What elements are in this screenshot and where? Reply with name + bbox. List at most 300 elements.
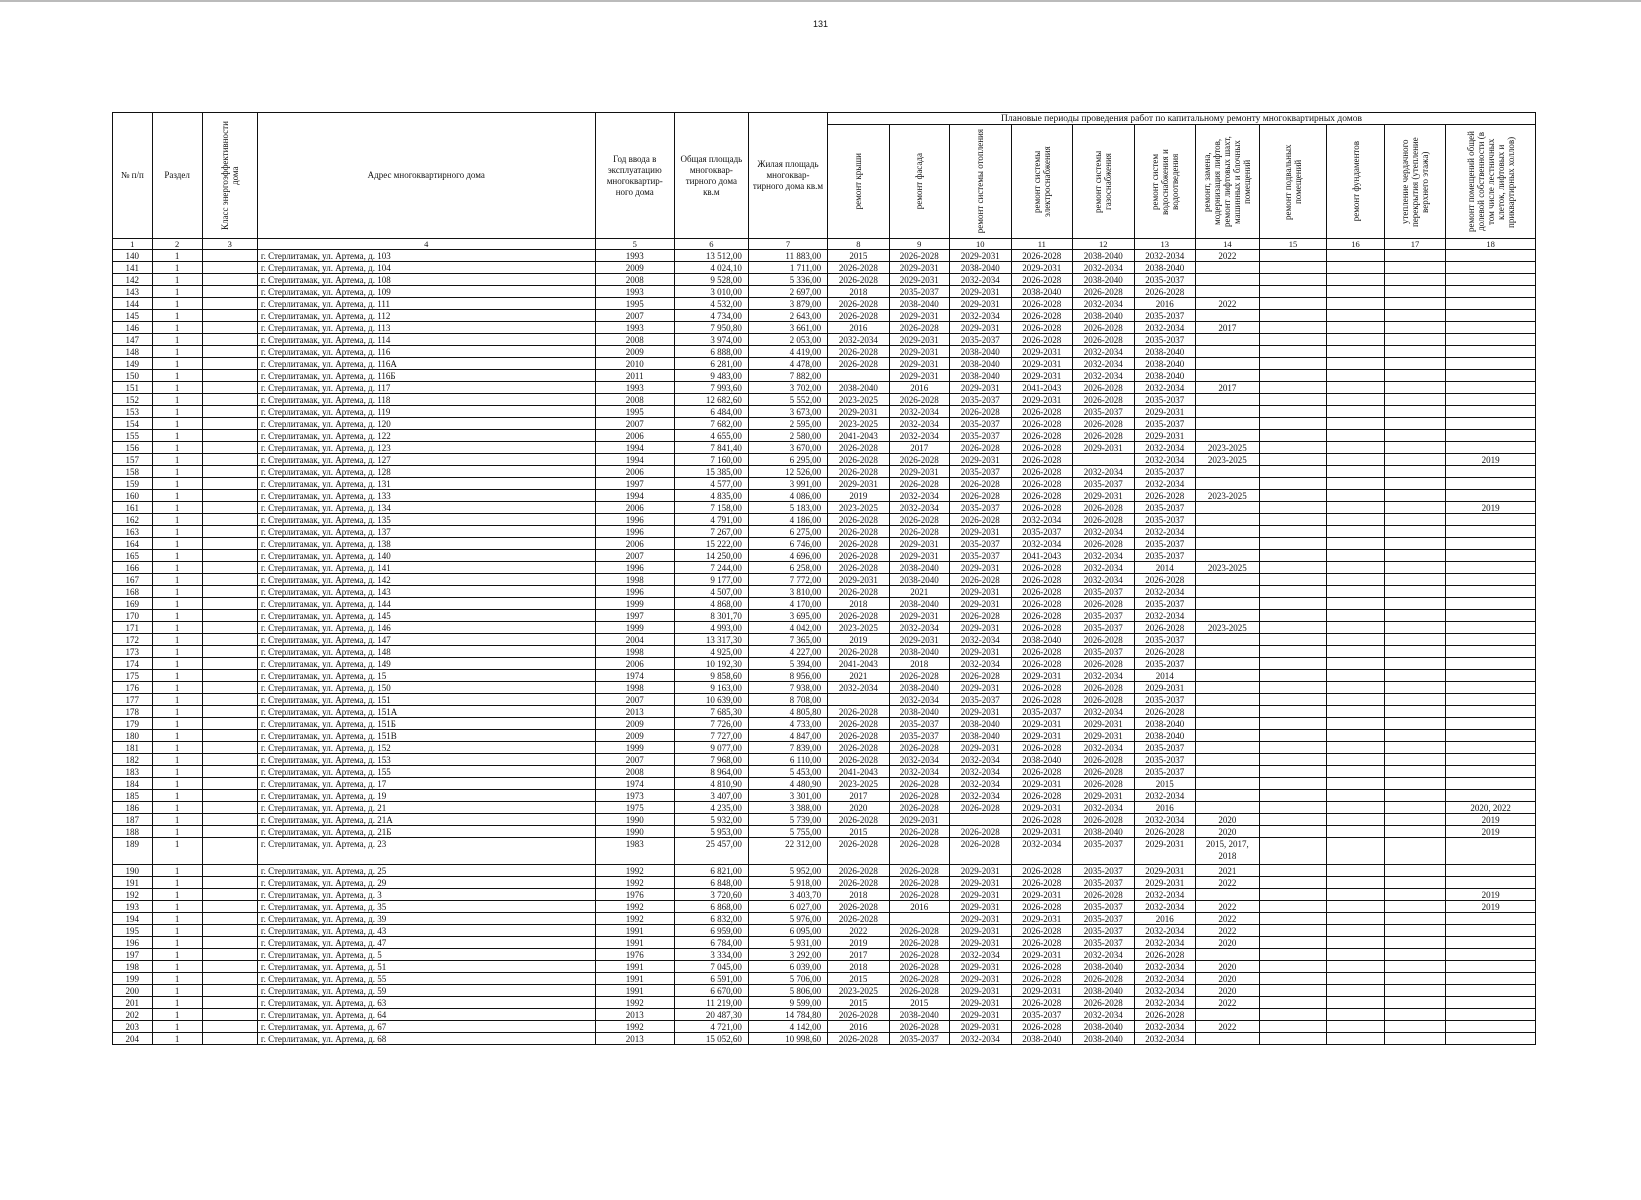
table-cell: 1	[152, 622, 202, 634]
table-cell: 6 848,00	[674, 877, 748, 889]
table-cell: 4 170,00	[748, 598, 827, 610]
table-cell	[202, 838, 257, 865]
table-cell	[1384, 454, 1446, 466]
table-cell: 2029-2031	[950, 901, 1012, 913]
table-cell: 2009	[595, 730, 674, 742]
table-cell	[1384, 394, 1446, 406]
table-cell	[1446, 682, 1536, 694]
table-cell: 1993	[595, 322, 674, 334]
table-cell: 2026-2028	[889, 961, 949, 973]
table-cell: 2026-2028	[1134, 826, 1196, 838]
table-cell	[1259, 358, 1327, 370]
table-cell	[1196, 538, 1260, 550]
table-cell: 1	[152, 490, 202, 502]
table-cell: 2021	[828, 670, 890, 682]
table-cell: 2032-2034	[1073, 526, 1135, 538]
table-cell: 1973	[595, 790, 674, 802]
table-cell: 152	[113, 394, 153, 406]
table-cell: 2032-2034	[1073, 1009, 1135, 1021]
table-cell: 1	[152, 526, 202, 538]
table-cell	[1259, 949, 1327, 961]
table-cell	[1196, 262, 1260, 274]
table-cell	[1327, 622, 1384, 634]
table-cell: 1991	[595, 961, 674, 973]
table-cell: 2026-2028	[1073, 394, 1135, 406]
table-row	[113, 658, 1536, 670]
table-cell	[202, 877, 257, 889]
table-cell: 6 746,00	[748, 538, 827, 550]
table-row	[113, 1021, 1536, 1033]
address-cell: г. Стерлитамак, ул. Артема, д. 142	[257, 574, 595, 586]
table-cell: 2026-2028	[1073, 598, 1135, 610]
table-cell: 2011	[595, 370, 674, 382]
table-cell	[1259, 274, 1327, 286]
table-cell: 2032-2034	[1073, 262, 1135, 274]
table-cell: 2020	[1196, 973, 1260, 985]
table-cell: 2006	[595, 466, 674, 478]
table-cell: 2026-2028	[1073, 973, 1135, 985]
table-row	[113, 454, 1536, 466]
table-cell	[1196, 334, 1260, 346]
table-cell	[202, 814, 257, 826]
table-cell: 149	[113, 358, 153, 370]
table-cell: 2035-2037	[1073, 937, 1135, 949]
table-cell: 2029-2031	[1011, 370, 1073, 382]
table-cell: 2038-2040	[889, 598, 949, 610]
address-cell: г. Стерлитамак, ул. Артема, д. 147	[257, 634, 595, 646]
table-cell: 2032-2034	[1134, 901, 1196, 913]
table-cell: 2038-2040	[1073, 826, 1135, 838]
table-cell: 1	[152, 442, 202, 454]
table-cell: 2029-2031	[1134, 865, 1196, 877]
table-cell: 6 670,00	[674, 985, 748, 997]
table-cell: 7 158,00	[674, 502, 748, 514]
table-cell	[1446, 574, 1536, 586]
header-num: № п/п	[113, 113, 153, 239]
table-cell: 2026-2028	[1011, 937, 1073, 949]
table-cell	[1327, 754, 1384, 766]
table-cell	[1446, 286, 1536, 298]
table-cell: 3 974,00	[674, 334, 748, 346]
address-cell: г. Стерлитамак, ул. Артема, д. 21А	[257, 814, 595, 826]
table-cell	[1196, 598, 1260, 610]
table-cell: 2029-2031	[1011, 826, 1073, 838]
table-cell: 2029-2031	[889, 610, 949, 622]
table-cell: 3 010,00	[674, 286, 748, 298]
table-cell: 2029-2031	[950, 877, 1012, 889]
table-cell: 2032-2034	[950, 1033, 1012, 1045]
table-cell: 2038-2040	[1073, 274, 1135, 286]
table-cell: 2038-2040	[828, 382, 890, 394]
table-cell	[950, 814, 1012, 826]
table-row	[113, 382, 1536, 394]
table-cell: 2020, 2022	[1446, 802, 1536, 814]
table-cell	[1384, 622, 1446, 634]
table-cell: 2026-2028	[1011, 925, 1073, 937]
table-cell	[1384, 382, 1446, 394]
table-cell	[202, 394, 257, 406]
table-cell: 5 394,00	[748, 658, 827, 670]
table-cell: 2026-2028	[1073, 694, 1135, 706]
table-cell	[202, 454, 257, 466]
table-cell	[202, 802, 257, 814]
table-cell	[1327, 490, 1384, 502]
table-cell: 15 385,00	[674, 466, 748, 478]
table-cell: 25 457,00	[674, 838, 748, 865]
table-cell: 2032-2034	[1134, 997, 1196, 1009]
table-cell	[1384, 418, 1446, 430]
table-cell	[1259, 646, 1327, 658]
table-row	[113, 394, 1536, 406]
table-cell: 2026-2028	[1011, 658, 1073, 670]
table-cell: 4 696,00	[748, 550, 827, 562]
table-cell: 7 685,30	[674, 706, 748, 718]
table-cell: 13 317,30	[674, 634, 748, 646]
table-cell	[1384, 814, 1446, 826]
table-cell: 1	[152, 877, 202, 889]
table-cell: 7 839,00	[748, 742, 827, 754]
table-cell	[1259, 406, 1327, 418]
table-cell	[202, 658, 257, 670]
table-row	[113, 802, 1536, 814]
address-cell: г. Стерлитамак, ул. Артема, д. 17	[257, 778, 595, 790]
table-cell: 2015	[889, 997, 949, 1009]
header-work-14: ремонт, замена, модернизация лифтов, ремонт лифтовых шахт, машинных и блочных помещений	[1196, 125, 1260, 239]
table-row	[113, 838, 1536, 865]
table-cell	[1327, 838, 1384, 865]
table-cell: 4 791,00	[674, 514, 748, 526]
table-cell: 3 661,00	[748, 322, 827, 334]
table-cell: 2035-2037	[1134, 502, 1196, 514]
table-cell: 2035-2037	[950, 394, 1012, 406]
column-number-row	[113, 239, 1536, 250]
table-cell: 2026-2028	[1073, 430, 1135, 442]
table-cell: 2032-2034	[1134, 1021, 1196, 1033]
table-cell	[1384, 298, 1446, 310]
table-cell	[202, 742, 257, 754]
table-cell: 2026-2028	[1073, 334, 1135, 346]
table-cell	[202, 430, 257, 442]
table-cell: 2026-2028	[1073, 766, 1135, 778]
table-cell: 4 810,90	[674, 778, 748, 790]
table-cell	[1384, 346, 1446, 358]
table-cell: 2018	[889, 658, 949, 670]
table-cell: 2026-2028	[1011, 250, 1073, 262]
table-cell	[1384, 718, 1446, 730]
table-cell: 1	[152, 985, 202, 997]
table-cell	[1384, 250, 1446, 262]
table-cell	[1327, 286, 1384, 298]
table-cell	[202, 865, 257, 877]
table-cell: 2032-2034	[1134, 985, 1196, 997]
table-cell: 2019	[1446, 454, 1536, 466]
table-cell: 6 095,00	[748, 925, 827, 937]
table-cell: 2032-2034	[889, 502, 949, 514]
table-cell	[1327, 730, 1384, 742]
table-cell: 2035-2037	[950, 418, 1012, 430]
table-cell: 5 976,00	[748, 913, 827, 925]
table-row	[113, 694, 1536, 706]
table-cell: 2019	[1446, 901, 1536, 913]
table-cell	[1259, 1033, 1327, 1045]
table-cell	[202, 478, 257, 490]
table-cell: 2038-2040	[950, 358, 1012, 370]
table-cell: 2032-2034	[1073, 298, 1135, 310]
table-cell: 170	[113, 610, 153, 622]
table-cell: 2035-2037	[1073, 865, 1135, 877]
table-row	[113, 430, 1536, 442]
table-cell	[202, 538, 257, 550]
table-cell: 2026-2028	[1011, 865, 1073, 877]
table-cell	[1446, 586, 1536, 598]
table-cell	[1384, 658, 1446, 670]
table-cell: 2032-2034	[950, 766, 1012, 778]
table-cell: 11 219,00	[674, 997, 748, 1009]
table-cell: 159	[113, 478, 153, 490]
table-cell: 3 292,00	[748, 949, 827, 961]
table-cell: 2029-2031	[950, 865, 1012, 877]
table-cell	[1259, 394, 1327, 406]
table-cell	[202, 913, 257, 925]
table-cell: 1	[152, 973, 202, 985]
table-cell: 2029-2031	[950, 286, 1012, 298]
table-cell: 2038-2040	[1011, 634, 1073, 646]
address-cell: г. Стерлитамак, ул. Артема, д. 59	[257, 985, 595, 997]
table-cell	[202, 730, 257, 742]
table-cell: 1	[152, 682, 202, 694]
table-cell	[1196, 778, 1260, 790]
table-cell	[1384, 1021, 1446, 1033]
table-cell: 2026-2028	[1011, 574, 1073, 586]
table-cell: 2026-2028	[889, 949, 949, 961]
table-cell: 2029-2031	[828, 406, 890, 418]
table-cell: 2026-2028	[828, 466, 890, 478]
table-cell: 2032-2034	[1073, 550, 1135, 562]
table-cell: 2029-2031	[889, 634, 949, 646]
table-cell: 156	[113, 442, 153, 454]
table-cell: 2026-2028	[889, 478, 949, 490]
table-cell: 180	[113, 730, 153, 742]
table-cell: 2018	[828, 961, 890, 973]
table-cell: 2029-2031	[1011, 913, 1073, 925]
table-row	[113, 985, 1536, 997]
table-cell	[1327, 802, 1384, 814]
table-cell: 2032-2034	[950, 949, 1012, 961]
table-cell: 2038-2040	[1073, 985, 1135, 997]
table-cell: 2029-2031	[1011, 358, 1073, 370]
table-cell	[1384, 973, 1446, 985]
table-cell	[1196, 754, 1260, 766]
table-cell: 2026-2028	[828, 538, 890, 550]
table-cell: 193	[113, 901, 153, 913]
table-cell: 9 163,00	[674, 682, 748, 694]
table-cell: 2026-2028	[1011, 790, 1073, 802]
address-cell: г. Стерлитамак, ул. Артема, д. 151	[257, 694, 595, 706]
table-cell: 166	[113, 562, 153, 574]
table-cell	[202, 466, 257, 478]
table-cell	[1446, 646, 1536, 658]
table-cell: 6 295,00	[748, 454, 827, 466]
table-cell: 2026-2028	[889, 826, 949, 838]
table-cell	[1384, 526, 1446, 538]
table-cell: 181	[113, 742, 153, 754]
column-number: 5	[595, 239, 674, 250]
table-cell: 2026-2028	[1011, 877, 1073, 889]
table-cell	[1327, 949, 1384, 961]
table-cell	[1327, 937, 1384, 949]
table-cell	[1327, 826, 1384, 838]
table-cell: 2026-2028	[1073, 538, 1135, 550]
table-cell: 2032-2034	[1134, 250, 1196, 262]
table-cell: 2026-2028	[828, 814, 890, 826]
address-cell: г. Стерлитамак, ул. Артема, д. 127	[257, 454, 595, 466]
address-cell: г. Стерлитамак, ул. Артема, д. 21	[257, 802, 595, 814]
table-cell	[1327, 610, 1384, 622]
table-cell: 1996	[595, 514, 674, 526]
table-cell	[1446, 322, 1536, 334]
capital-repair-table	[112, 112, 1536, 1045]
table-cell	[202, 646, 257, 658]
table-cell: 7 727,00	[674, 730, 748, 742]
table-cell: 2038-2040	[1073, 250, 1135, 262]
table-cell: 2029-2031	[950, 562, 1012, 574]
table-cell	[1384, 274, 1446, 286]
table-cell: 1992	[595, 901, 674, 913]
table-cell	[202, 598, 257, 610]
table-cell: 2032-2034	[1134, 1033, 1196, 1045]
table-cell: 2026-2028	[828, 346, 890, 358]
table-cell: 190	[113, 865, 153, 877]
table-row	[113, 814, 1536, 826]
table-cell	[202, 346, 257, 358]
table-cell	[1446, 754, 1536, 766]
table-cell: 2026-2028	[828, 610, 890, 622]
table-cell	[202, 826, 257, 838]
table-cell: 1976	[595, 889, 674, 901]
table-row	[113, 322, 1536, 334]
table-cell	[1384, 1033, 1446, 1045]
table-cell: 2032-2034	[1134, 526, 1196, 538]
table-row	[113, 418, 1536, 430]
table-cell: 4 655,00	[674, 430, 748, 442]
table-cell: 5 453,00	[748, 766, 827, 778]
table-cell: 2026-2028	[1011, 274, 1073, 286]
table-row	[113, 718, 1536, 730]
table-cell: 2026-2028	[1134, 1009, 1196, 1021]
table-cell	[1196, 889, 1260, 901]
table-cell: 2026-2028	[1134, 949, 1196, 961]
table-cell: 2016	[828, 322, 890, 334]
table-cell: 1995	[595, 406, 674, 418]
table-cell: 2029-2031	[950, 742, 1012, 754]
table-cell: 2035-2037	[1134, 754, 1196, 766]
table-cell: 2007	[595, 550, 674, 562]
table-cell	[1196, 274, 1260, 286]
table-row	[113, 634, 1536, 646]
table-cell: 2029-2031	[1073, 790, 1135, 802]
table-cell	[1327, 598, 1384, 610]
table-cell: 2026-2028	[828, 706, 890, 718]
table-cell: 143	[113, 286, 153, 298]
table-row	[113, 514, 1536, 526]
table-cell: 7 726,00	[674, 718, 748, 730]
table-cell: 1994	[595, 442, 674, 454]
table-cell: 2032-2034	[1134, 889, 1196, 901]
table-cell: 2032-2034	[950, 790, 1012, 802]
table-cell	[1259, 574, 1327, 586]
table-cell	[1384, 634, 1446, 646]
table-cell: 2022	[1196, 997, 1260, 1009]
table-cell: 2026-2028	[1011, 442, 1073, 454]
table-cell	[1384, 442, 1446, 454]
table-cell: 2035-2037	[1011, 526, 1073, 538]
table-row	[113, 562, 1536, 574]
table-row	[113, 901, 1536, 913]
table-cell	[1259, 670, 1327, 682]
table-cell: 5 739,00	[748, 814, 827, 826]
table-cell: 2026-2028	[1011, 682, 1073, 694]
table-cell: 2026-2028	[828, 646, 890, 658]
table-cell: 140	[113, 250, 153, 262]
table-cell: 2029-2031	[1134, 682, 1196, 694]
table-cell	[1446, 550, 1536, 562]
table-cell	[1384, 730, 1446, 742]
header-total-area: Общая площадь многоквар-тирного дома кв.м	[674, 113, 748, 239]
table-cell: 2032-2034	[1073, 358, 1135, 370]
table-cell	[202, 973, 257, 985]
table-cell: 2035-2037	[1134, 274, 1196, 286]
table-cell: 2026-2028	[950, 610, 1012, 622]
table-cell: 202	[113, 1009, 153, 1021]
table-cell: 13 512,00	[674, 250, 748, 262]
table-cell: 2035-2037	[950, 334, 1012, 346]
address-cell: г. Стерлитамак, ул. Артема, д. 140	[257, 550, 595, 562]
table-cell: 2032-2034	[1073, 706, 1135, 718]
header-work-11: ремонт системы электроснабжения	[1011, 125, 1073, 239]
table-cell: 2026-2028	[950, 838, 1012, 865]
table-row	[113, 925, 1536, 937]
table-cell	[202, 322, 257, 334]
table-cell: 2026-2028	[1011, 322, 1073, 334]
table-cell	[1384, 754, 1446, 766]
table-cell: 1	[152, 730, 202, 742]
table-cell: 2023-2025	[828, 394, 890, 406]
table-cell: 6 784,00	[674, 937, 748, 949]
table-cell: 2026-2028	[1011, 310, 1073, 322]
table-cell: 2032-2034	[1134, 322, 1196, 334]
table-cell: 2032-2034	[1134, 961, 1196, 973]
table-cell: 2035-2037	[1134, 514, 1196, 526]
table-cell: 2026-2028	[1011, 961, 1073, 973]
table-cell	[202, 274, 257, 286]
table-cell: 3 388,00	[748, 802, 827, 814]
table-cell: 151	[113, 382, 153, 394]
table-cell: 1	[152, 586, 202, 598]
table-cell: 5 918,00	[748, 877, 827, 889]
address-cell: г. Стерлитамак, ул. Артема, д. 151В	[257, 730, 595, 742]
table-cell: 1	[152, 466, 202, 478]
table-cell: 2041-2043	[828, 658, 890, 670]
table-cell	[1196, 706, 1260, 718]
table-cell: 2041-2043	[828, 430, 890, 442]
table-cell: 3 334,00	[674, 949, 748, 961]
table-cell: 2038-2040	[1073, 961, 1135, 973]
table-cell: 2032-2034	[1134, 973, 1196, 985]
table-cell	[1327, 997, 1384, 1009]
address-cell: г. Стерлитамак, ул. Артема, д. 63	[257, 997, 595, 1009]
table-cell: 2035-2037	[1011, 1009, 1073, 1021]
table-cell: 2038-2040	[1134, 370, 1196, 382]
